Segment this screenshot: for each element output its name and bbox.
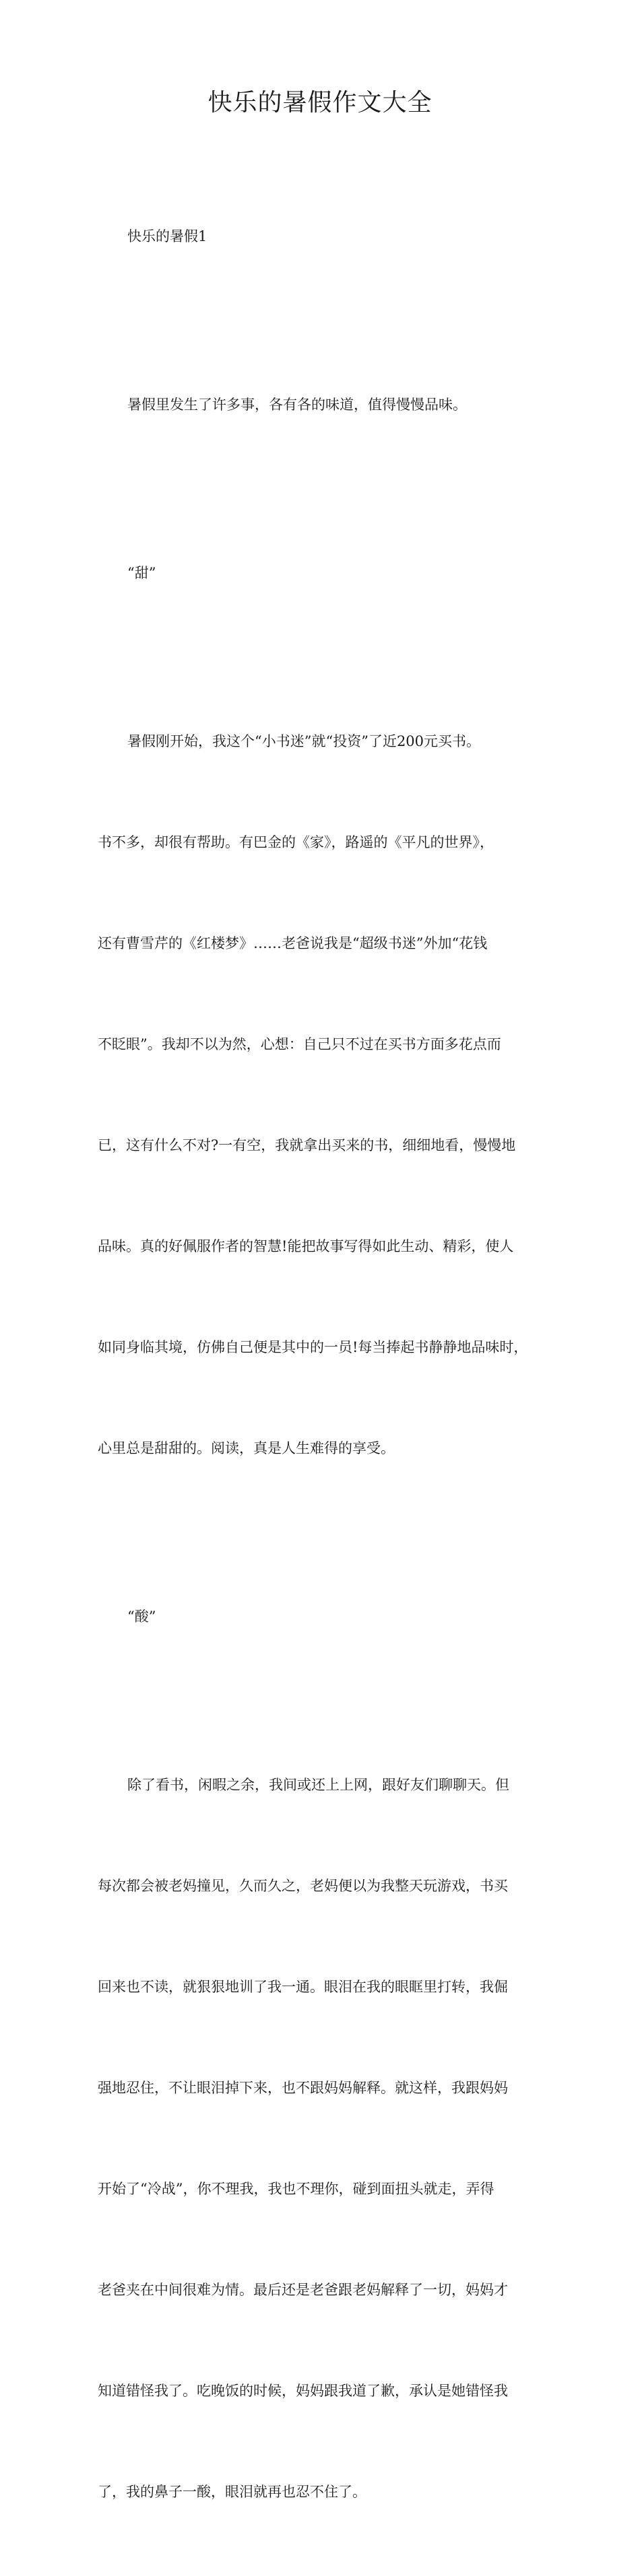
document-body — [98, 152, 556, 2576]
text-line: 暑假里发生了许多事，各有各的味道，值得慢慢品味。 — [127, 397, 467, 413]
text-line: 除了看书，闲暇之余，我间或还上上网，跟好友们聊聊天。但 — [127, 1777, 509, 1793]
paragraph-sweet — [98, 657, 556, 1532]
section-heading-sweet — [98, 489, 556, 657]
section-heading-sour — [98, 1532, 556, 1701]
text-line: 已，这有什么不对?一有空，我就拿出买来的书，细细地看，慢慢地 — [98, 1137, 516, 1153]
text-line: 每次都会被老妈撞见，久而久之，老妈便以为我整天玩游戏，书买 — [98, 1878, 508, 1894]
text-line: 不眨眼”。我却不以为然，心想：自己只不过在买书方面多花点而 — [98, 1036, 501, 1052]
text-line: 快乐的暑假1 — [127, 228, 207, 244]
document-title: 快乐的暑假作文大全 — [207, 89, 433, 116]
text-line: “酸” — [127, 1608, 156, 1625]
text-line: 强地忍住，不让眼泪掉下来，也不跟妈妈解释。就这样，我跟妈妈 — [98, 2080, 508, 2096]
paragraph-intro — [98, 320, 556, 489]
text-line: 书不多，却很有帮助。有巴金的《家》，路遥的《平凡的世界》， — [98, 834, 494, 850]
text-line: 如同身临其境，仿佛自己便是其中的一员!每当捧起书静静地品味时， — [98, 1339, 528, 1355]
text-line: 开始了“冷战”，你不理我，我也不理你，碰到面扭头就走，弄得 — [98, 2181, 494, 2197]
text-line: 老爸夹在中间很难为情。最后还是老爸跟老妈解释了一切，妈妈才 — [98, 2282, 508, 2298]
text-line: 品味。真的好佩服作者的智慧!能把故事写得如此生动、精彩，使人 — [98, 1238, 514, 1254]
text-line: 回来也不读，就狠狠地训了我一通。眼泪在我的眼眶里打转，我倔 — [98, 1979, 508, 1995]
text-line: 了，我的鼻子一酸，眼泪就再也忍不住了。 — [98, 2484, 366, 2500]
text-line: 还有曹雪芹的《红楼梦》……老爸说我是“超级书迷”外加“花钱 — [98, 935, 488, 951]
paragraph-sour — [98, 1701, 556, 2576]
text-line: “甜” — [127, 565, 156, 581]
text-line: 心里总是甜甜的。阅读，真是人生难得的享受。 — [98, 1440, 395, 1456]
text-line: 暑假刚开始，我这个“小书迷”就“投资”了近200元买书。 — [127, 733, 481, 749]
text-line: 知道错怪我了。吃晚饭的时候，妈妈跟我道了歉，承认是她错怪我 — [98, 2383, 508, 2399]
paragraph-subtitle — [98, 152, 556, 320]
